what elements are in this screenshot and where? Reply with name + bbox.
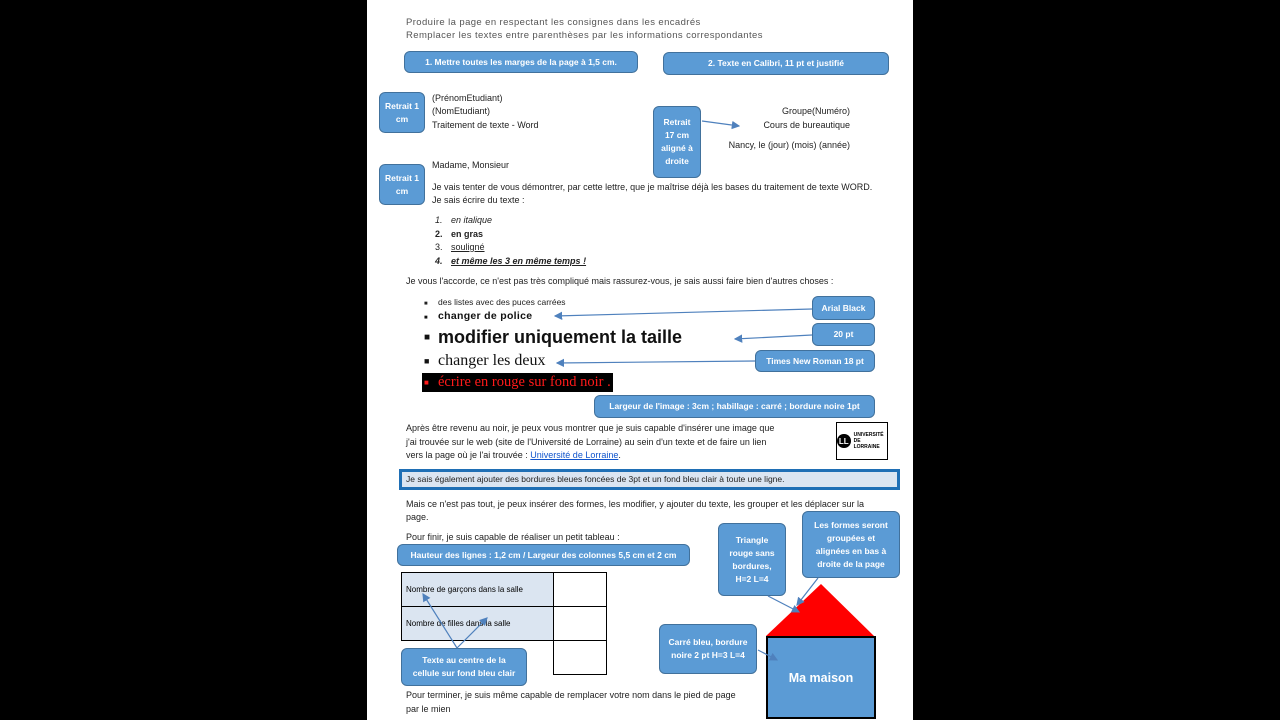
bullet-item: ■ modifier uniquement la taille [424,327,683,347]
list-item: 2. en gras [435,229,484,239]
callout-indent-1: Retrait 1 cm [379,92,425,133]
bullet-item: ■ des listes avec des puces carrées [424,297,566,307]
arrow-tnr [557,361,755,363]
sender-course: Traitement de texte - Word [432,120,539,130]
callout-center-text: Texte au centre de la cellule sur fond bleu clair [401,648,527,686]
callout-indent-2: Retrait 1 cm [379,164,425,205]
bordered-line: Je sais également ajouter des bordures bleues foncées de 3pt et un fond bleu clair à toute une ligne. [399,469,900,490]
recipient-group: Groupe(Numéro) [781,106,850,116]
arrow-table-row-1 [423,594,457,648]
sender-last-name: (NomEtudiant) [432,106,491,116]
instruction-line-2: Remplacer les textes entre parenthèses par les informations correspondantes [406,30,763,41]
table-intro: Pour finir, je suis capable de réaliser un petit tableau : [406,532,620,542]
bullet-item: ■ changer les deux [424,352,546,369]
table-cell: Nombre de garçons dans la salle [402,573,554,607]
intro-line-2: Je sais écrire du texte : [432,195,525,205]
document-page [367,0,913,720]
logo-text-1: UNIVERSITÉ [853,432,884,438]
ending-line-2: par le mien [406,704,451,714]
callout-arial-black: Arial Black [812,296,875,320]
callout-triangle: Triangle rouge sans bordures, H=2 L=4 [718,523,786,596]
arrow-arial-black [555,309,812,316]
callout-font: 2. Texte en Calibri, 11 pt et justifié [663,52,889,75]
salutation: Madame, Monsieur [432,160,510,170]
ending-line-1: Pour terminer, je suis même capable de remplacer votre nom dans le pied de page [406,690,736,700]
shapes-para-line-2: page. [406,512,429,522]
callout-20pt: 20 pt [812,323,875,346]
shapes-para-line-1: Mais ce n'est pas tout, je peux insérer des formes, les modifier, y ajouter du texte, les grouper et les déplacer sur la [406,499,864,509]
image-para-line-3: vers la page où je l'ai trouvée : Université de Lorraine. [406,450,621,460]
list-item: 3. souligné [435,242,485,252]
intro-line: Je vais tenter de vous démontrer, par cette lettre, que je maîtrise déjà les bases du traitement de texte WORD. [432,182,873,192]
bullet-item-red: ■ écrire en rouge sur fond noir . [422,373,613,392]
list-item: 1. en italique [435,215,493,225]
bullet-item: ■ changer de police [424,310,533,322]
logo-mark-icon: LL [837,434,851,448]
callout-grouped: Les formes seront groupées et alignées en bas à droite de la page [802,511,900,578]
recipient-date: Nancy, le (jour) (mois) (année) [728,140,850,150]
blue-square-shape[interactable]: Ma maison [766,636,876,719]
arrow-grouped [797,578,818,605]
callout-row-height: Hauteur des lignes : 1,2 cm / Largeur des colonnes 5,5 cm et 2 cm [397,544,690,566]
arrow-table-row-2 [457,618,487,648]
sender-first-name: (PrénomEtudiant) [432,93,503,103]
callout-arrows [367,0,913,720]
instruction-line-1: Produire la page en respectant les consignes dans les encadrés [406,17,701,28]
callout-margins: 1. Mettre toutes les marges de la page à 1,5 cm. [404,51,638,73]
logo-text-2: DE LORRAINE [853,438,880,450]
arrow-triangle [768,596,799,612]
callout-square: Carré bleu, bordure noire 2 pt H=3 L=4 [659,624,757,674]
arrow-square [758,650,777,660]
callout-times-new-roman: Times New Roman 18 pt [755,350,875,372]
callout-indent-17: Retrait 17 cm aligné à droite [653,106,701,178]
arrow-20pt [735,335,812,339]
recipient-course: Cours de bureautique [763,120,850,130]
accord-line: Je vous l'accorde, ce n'est pas très compliqué mais rassurez-vous, je sais aussi faire bien d'autres choses : [406,276,834,286]
callout-image: Largeur de l'image : 3cm ; habillage : carré ; bordure noire 1pt [594,395,875,418]
arrow-indent-17 [702,121,739,126]
image-para-line-1: Après être revenu au noir, je peux vous montrer que je suis capable d'insérer une image que [406,423,775,433]
image-para-line-2: j'ai trouvée sur le web (site de l'Université de Lorraine) au sein d'un texte et de faire un lien [406,437,767,447]
university-link[interactable]: Université de Lorraine [530,450,619,460]
table-cell: Nombre de filles dans la salle [402,607,554,641]
list-item: 4. et même les 3 en même temps ! [435,256,587,266]
